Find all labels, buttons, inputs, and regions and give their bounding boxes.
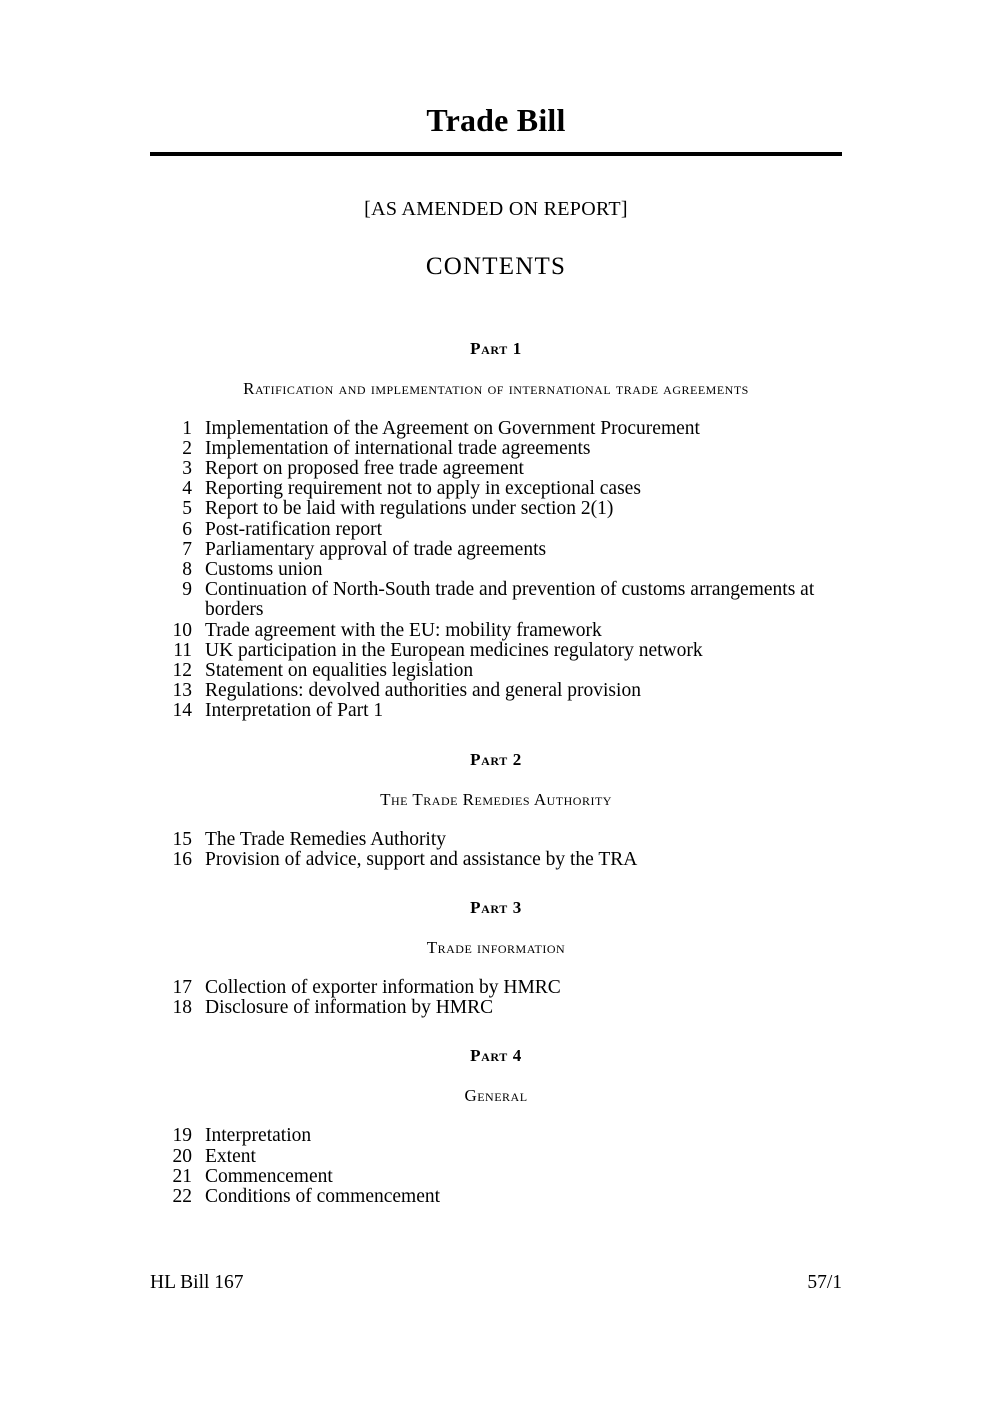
- list-item[interactable]: [150, 701, 842, 721]
- list-item[interactable]: [150, 1187, 842, 1207]
- page-reference: 57/1: [807, 1272, 842, 1293]
- clause-number: 1: [182, 417, 192, 439]
- clause-title: Interpretation: [205, 1125, 312, 1147]
- part-number-1: Part 1: [470, 338, 522, 358]
- list-item[interactable]: [150, 580, 842, 620]
- clause-title: Implementation of the Agreement on Government Procurement: [205, 417, 700, 439]
- part-number-4: Part 4: [470, 1046, 522, 1066]
- clause-list-part-2: [150, 830, 842, 870]
- clause-title: Continuation of North-South trade and prevention of customs arrangements at borders: [205, 579, 815, 621]
- list-item[interactable]: [150, 661, 842, 681]
- clause-title: Disclosure of information by HMRC: [205, 997, 494, 1019]
- list-item[interactable]: [150, 479, 842, 499]
- clause-number: 17: [172, 977, 192, 999]
- part-number-3: Part 3: [470, 898, 522, 918]
- clause-title: Interpretation of Part 1: [205, 700, 384, 722]
- page-footer: [150, 1272, 842, 1294]
- clause-title: Provision of advice, support and assistance by the TRA: [205, 848, 638, 870]
- list-item[interactable]: [150, 540, 842, 560]
- clause-title: Conditions of commencement: [205, 1186, 441, 1208]
- page-title: Trade Bill: [426, 102, 566, 138]
- part-heading-4: General: [464, 1086, 528, 1106]
- list-item[interactable]: [150, 520, 842, 540]
- clause-list-part-3: [150, 978, 842, 1018]
- clause-title: Customs union: [205, 559, 323, 581]
- list-item[interactable]: [150, 1126, 842, 1146]
- list-item[interactable]: [150, 560, 842, 580]
- clause-title: Reporting requirement not to apply in exceptional cases: [205, 478, 641, 500]
- clause-number: 4: [182, 478, 192, 500]
- clause-list-part-4: [150, 1126, 842, 1207]
- list-item[interactable]: [150, 830, 842, 850]
- clause-number: 21: [172, 1165, 192, 1187]
- list-item[interactable]: [150, 419, 842, 439]
- part-number-2: Part 2: [470, 749, 522, 769]
- list-item[interactable]: [150, 681, 842, 701]
- clause-title: Regulations: devolved authorities and general provision: [205, 680, 641, 702]
- clause-number: 22: [172, 1186, 192, 1208]
- list-item[interactable]: [150, 1167, 842, 1187]
- clause-number: 3: [182, 458, 192, 479]
- clause-number: 18: [172, 997, 192, 1019]
- clause-number: 11: [173, 639, 192, 661]
- list-item[interactable]: [150, 998, 842, 1018]
- amendment-status-line: [AS AMENDED ON REPORT]: [364, 197, 628, 220]
- list-item[interactable]: [150, 439, 842, 459]
- clause-number: 15: [172, 828, 192, 850]
- bill-reference: HL Bill 167: [150, 1272, 244, 1293]
- clause-number: 20: [172, 1145, 192, 1167]
- clause-number: 14: [172, 700, 192, 722]
- part-heading-1: Ratification and implementation of international trade agreements: [243, 378, 749, 398]
- clause-number: 12: [172, 660, 192, 682]
- part-heading-3: Trade information: [426, 938, 566, 958]
- list-item[interactable]: [150, 621, 842, 641]
- clause-title: Statement on equalities legislation: [205, 660, 474, 682]
- clause-title: Extent: [205, 1145, 256, 1167]
- clause-title: Collection of exporter information by HMRC: [205, 977, 561, 999]
- list-item[interactable]: [150, 978, 842, 998]
- clause-title: Commencement: [205, 1165, 333, 1187]
- part-section-4: [150, 1046, 842, 1207]
- part-section-1: [150, 339, 842, 722]
- list-item[interactable]: [150, 1147, 842, 1167]
- list-item[interactable]: [150, 850, 842, 870]
- clause-title: UK participation in the European medicines regulatory network: [205, 639, 703, 661]
- part-heading-2: The Trade Remedies Authority: [380, 789, 612, 809]
- list-item[interactable]: [150, 499, 842, 519]
- clause-number: 16: [172, 848, 192, 870]
- part-section-3: [150, 898, 842, 1018]
- clause-number: 19: [172, 1125, 192, 1147]
- clause-number: 2: [182, 437, 192, 459]
- page-content: [150, 0, 842, 1207]
- clause-title: Trade agreement with the EU: mobility framework: [205, 619, 602, 641]
- title-double-rule: [150, 152, 842, 156]
- clause-title: Report on proposed free trade agreement: [205, 458, 524, 479]
- clause-number: 8: [182, 559, 192, 581]
- part-section-2: [150, 750, 842, 870]
- clause-number: 10: [172, 619, 192, 641]
- clause-title: Post-ratification report: [205, 518, 383, 540]
- clause-title: Report to be laid with regulations under section 2(1): [205, 498, 614, 520]
- list-item[interactable]: [150, 459, 842, 479]
- clause-title: Parliamentary approval of trade agreements: [205, 538, 547, 560]
- clause-title: Implementation of international trade agreements: [205, 437, 591, 459]
- clause-number: 13: [172, 680, 192, 702]
- clause-number: 9: [182, 579, 192, 601]
- contents-heading: CONTENTS: [425, 252, 567, 280]
- clause-number: 7: [182, 538, 192, 560]
- clause-number: 5: [182, 498, 192, 520]
- list-item[interactable]: [150, 641, 842, 661]
- clause-title: The Trade Remedies Authority: [205, 828, 447, 850]
- clause-number: 6: [182, 518, 192, 540]
- clause-list-part-1: [150, 419, 842, 722]
